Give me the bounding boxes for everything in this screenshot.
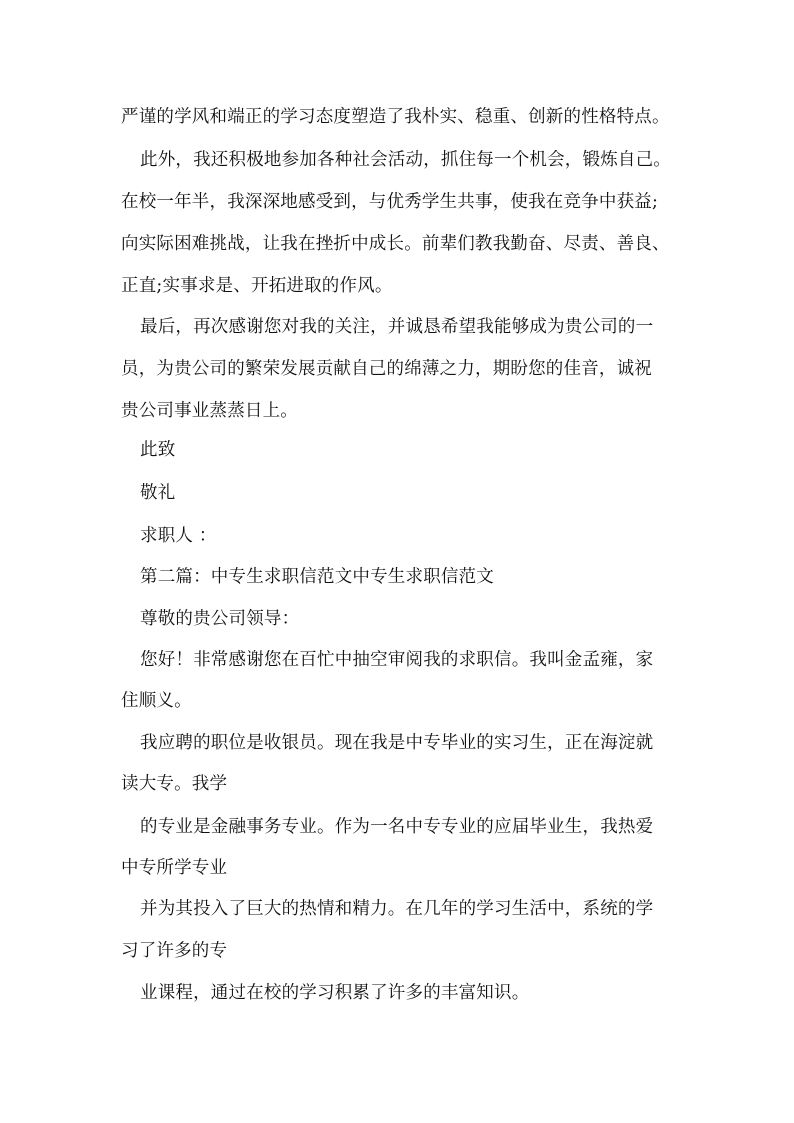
text-line: 读大专。我学 <box>121 774 228 794</box>
text-line: 贵公司事业蒸蒸日上。 <box>121 401 298 421</box>
text-line: 敬礼 <box>140 483 176 503</box>
text-line: 严谨的学风和端正的学习态度塑造了我朴实、稳重、创新的性格特点。 <box>121 107 670 127</box>
section-heading: 第二篇：中专生求职信范文中专生求职信范文 <box>140 567 494 587</box>
text-line: 习了许多的专 <box>121 941 228 961</box>
text-line: 业课程，通过在校的学习积累了许多的丰富知识。 <box>140 983 530 1003</box>
text-line: 向实际困难挑战，让我在挫折中成长。前辈们教我勤奋、尽责、善良、 <box>121 234 670 254</box>
text-line: 并为其投入了巨大的热情和精力。在几年的学习生活中，系统的学 <box>140 899 654 919</box>
text-line: 的专业是金融事务专业。作为一名中专专业的应届毕业生，我热爱 <box>140 817 654 837</box>
salutation: 尊敬的贵公司领导： <box>140 609 300 629</box>
text-line: 求职人 ： <box>140 526 217 546</box>
text-line: 此致 <box>140 440 176 460</box>
text-line: 此外，我还积极地参加各种社会活动，抓住每一个机会，锻炼自己。 <box>140 150 671 170</box>
text-line: 在校一年半，我深深地感受到，与优秀学生共事，使我在竞争中获益; <box>121 192 659 212</box>
text-line: 员，为贵公司的繁荣发展贡献自己的绵薄之力，期盼您的佳音，诚祝 <box>121 359 652 379</box>
text-line: 您好！非常感谢您在百忙中抽空审阅我的求职信。我叫金孟雍，家 <box>140 650 654 670</box>
text-line: 最后，再次感谢您对我的关注，并诚恳希望我能够成为贵公司的一 <box>140 317 654 337</box>
text-line: 住顺义。 <box>121 691 192 711</box>
text-line: 我应聘的职位是收银员。现在我是中专毕业的实习生，正在海淀就 <box>140 733 654 753</box>
text-line: 正直;实事求是、开拓进取的作风。 <box>121 276 393 296</box>
text-line: 中专所学专业 <box>121 858 228 878</box>
